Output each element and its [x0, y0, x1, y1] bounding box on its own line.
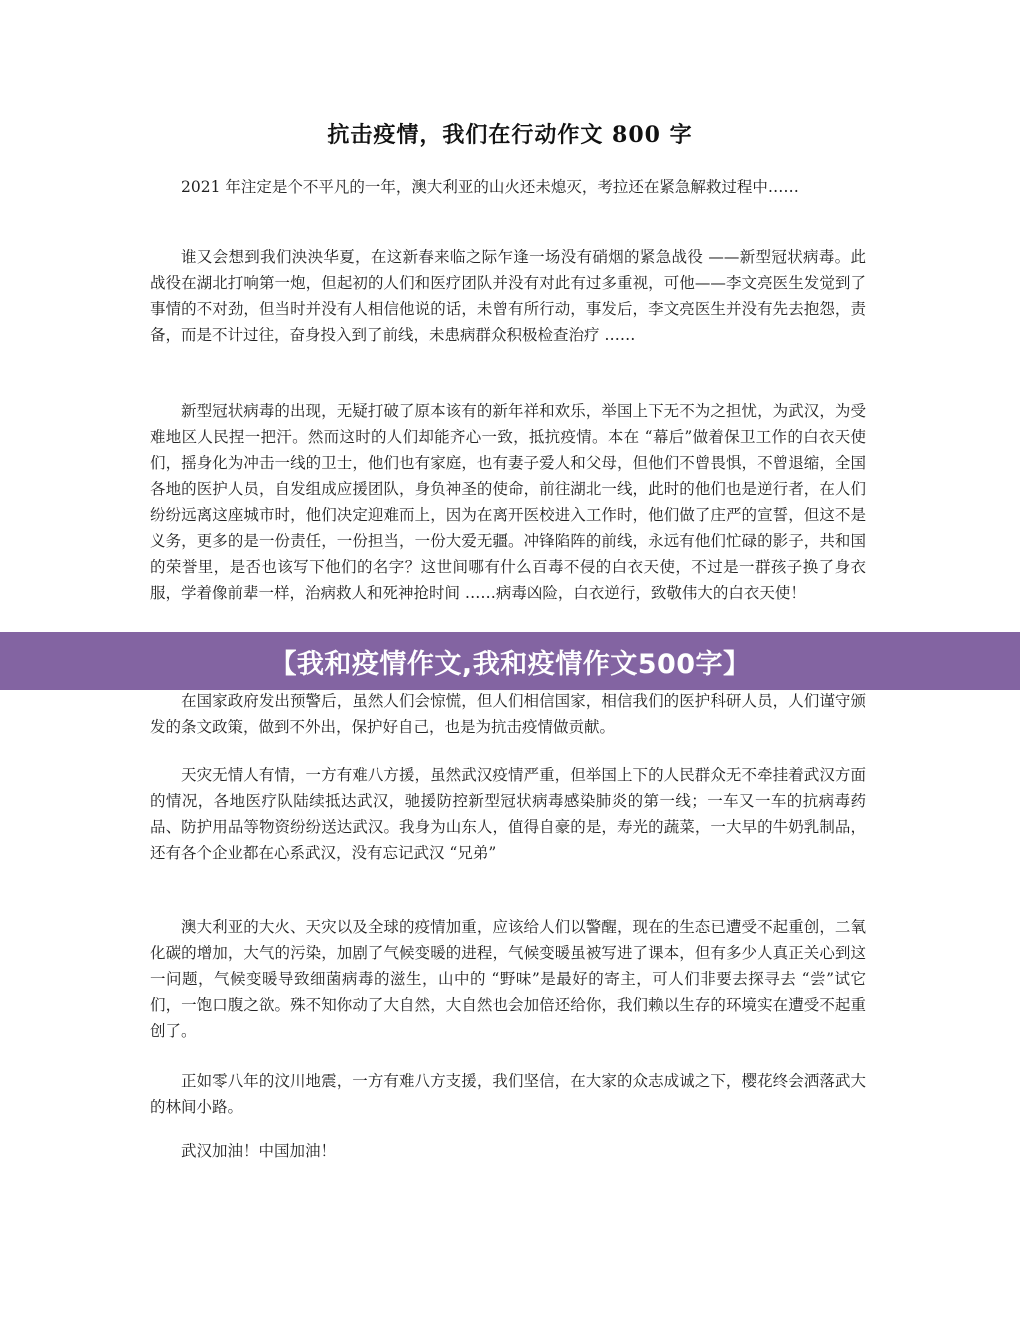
paragraph-1: 2021 年注定是个不平凡的一年，澳大利亚的山火还未熄灭，考拉还在紧急解救过程中…… [181, 178, 799, 196]
banner-title: 【我和疫情作文,我和疫情作文500字】 [269, 648, 751, 680]
paragraph-6: 澳大利亚的大火、天灾以及全球的疫情加重，应该给人们以警醒，现在的生态已遭受不起重创，二氧化碳的增加，大气的污染，加剧了气候变暖的进程，气候变暖虽被写进了课本，但有多少人真正关心到这一问题，气候变暖导致细菌病毒的滋生，山中的 “野味”是最好的寄主，可人们非要去探寻去 “尝”试它们，一饱口腹之欲。殊不知你动了大自然，大自然也会加倍还给你，我们赖以生存的环境实在遭受不起重创了。 [150, 918, 866, 1040]
paragraph-3: 新型冠状病毒的出现，无疑打破了原本该有的新年祥和欢乐，举国上下无不为之担忧，为武汉，为受难地区人民捏一把汗。然而这时的人们却能齐心一致，抵抗疫情。本在 “幕后”做着保卫工作的白衣天使们，摇身化为冲击一线的卫士，他们也有家庭，也有妻子爱人和父母，但他们不曾畏惧，不曾退缩，全国各地的医护人员，自发组成应援团队，身负神圣的使命，前往湖北一线，此时的他们也是逆行者，在人们纷纷远离这座城市时，他们决定迎难而上，因为在离开医校进入工作时，他们做了庄严的宣誓，但这不是义务，更多的是一份责任，一份担当，一份大爱无疆。冲锋陷阵的前线，永远有他们忙碌的影子，共和国的荣誉里，是否也该写下他们的名字？这世间哪有什么百毒不侵的白衣天使，不过是一群孩子换了身衣服，学着像前辈一样，治病救人和死神抢时间 ……病毒凶险，白衣逆行，致敬伟大的白衣天使！ [150, 402, 866, 602]
paragraph-7: 正如零八年的汶川地震，一方有难八方支援，我们坚信，在大家的众志成诚之下，樱花终会洒落武大的林间小路。 [150, 1072, 866, 1116]
paragraph-2: 谁又会想到我们泱泱华夏，在这新春来临之际乍逢一场没有硝烟的紧急战役 ——新型冠状病毒。此战役在湖北打响第一炮，但起初的人们和医疗团队并没有对此有过多重视，可他——李文亮医生发觉到了事情的不对劲，但当时并没有人相信他说的话，未曾有所行动，事发后，李文亮医生并没有先去抱怨，责备，而是不计过往，奋身投入到了前线，未患病群众积极检查治疗 …… [150, 248, 866, 344]
paragraph-5: 天灾无情人有情，一方有难八方援，虽然武汉疫情严重，但举国上下的人民群众无不牵挂着武汉方面的情况，各地医疗队陆续抵达武汉，驰援防控新型冠状病毒感染肺炎的第一线；一车又一车的抗病毒药品、防护用品等物资纷纷送达武汉。我身为山东人，值得自豪的是，寿光的蔬菜，一大早的牛奶乳制品，还有各个企业都在心系武汉，没有忘记武汉 “兄弟” [150, 766, 866, 862]
paragraph-8: 武汉加油！中国加油！ [181, 1142, 337, 1160]
title-banner [0, 632, 1020, 690]
paragraph-4: 在国家政府发出预警后，虽然人们会惊慌，但人们相信国家，相信我们的医护科研人员，人们谨守颁发的条文政策，做到不外出，保护好自己，也是为抗击疫情做贡献。 [150, 692, 866, 736]
document-title: 抗击疫情，我们在行动作文 800 字 [327, 122, 693, 148]
